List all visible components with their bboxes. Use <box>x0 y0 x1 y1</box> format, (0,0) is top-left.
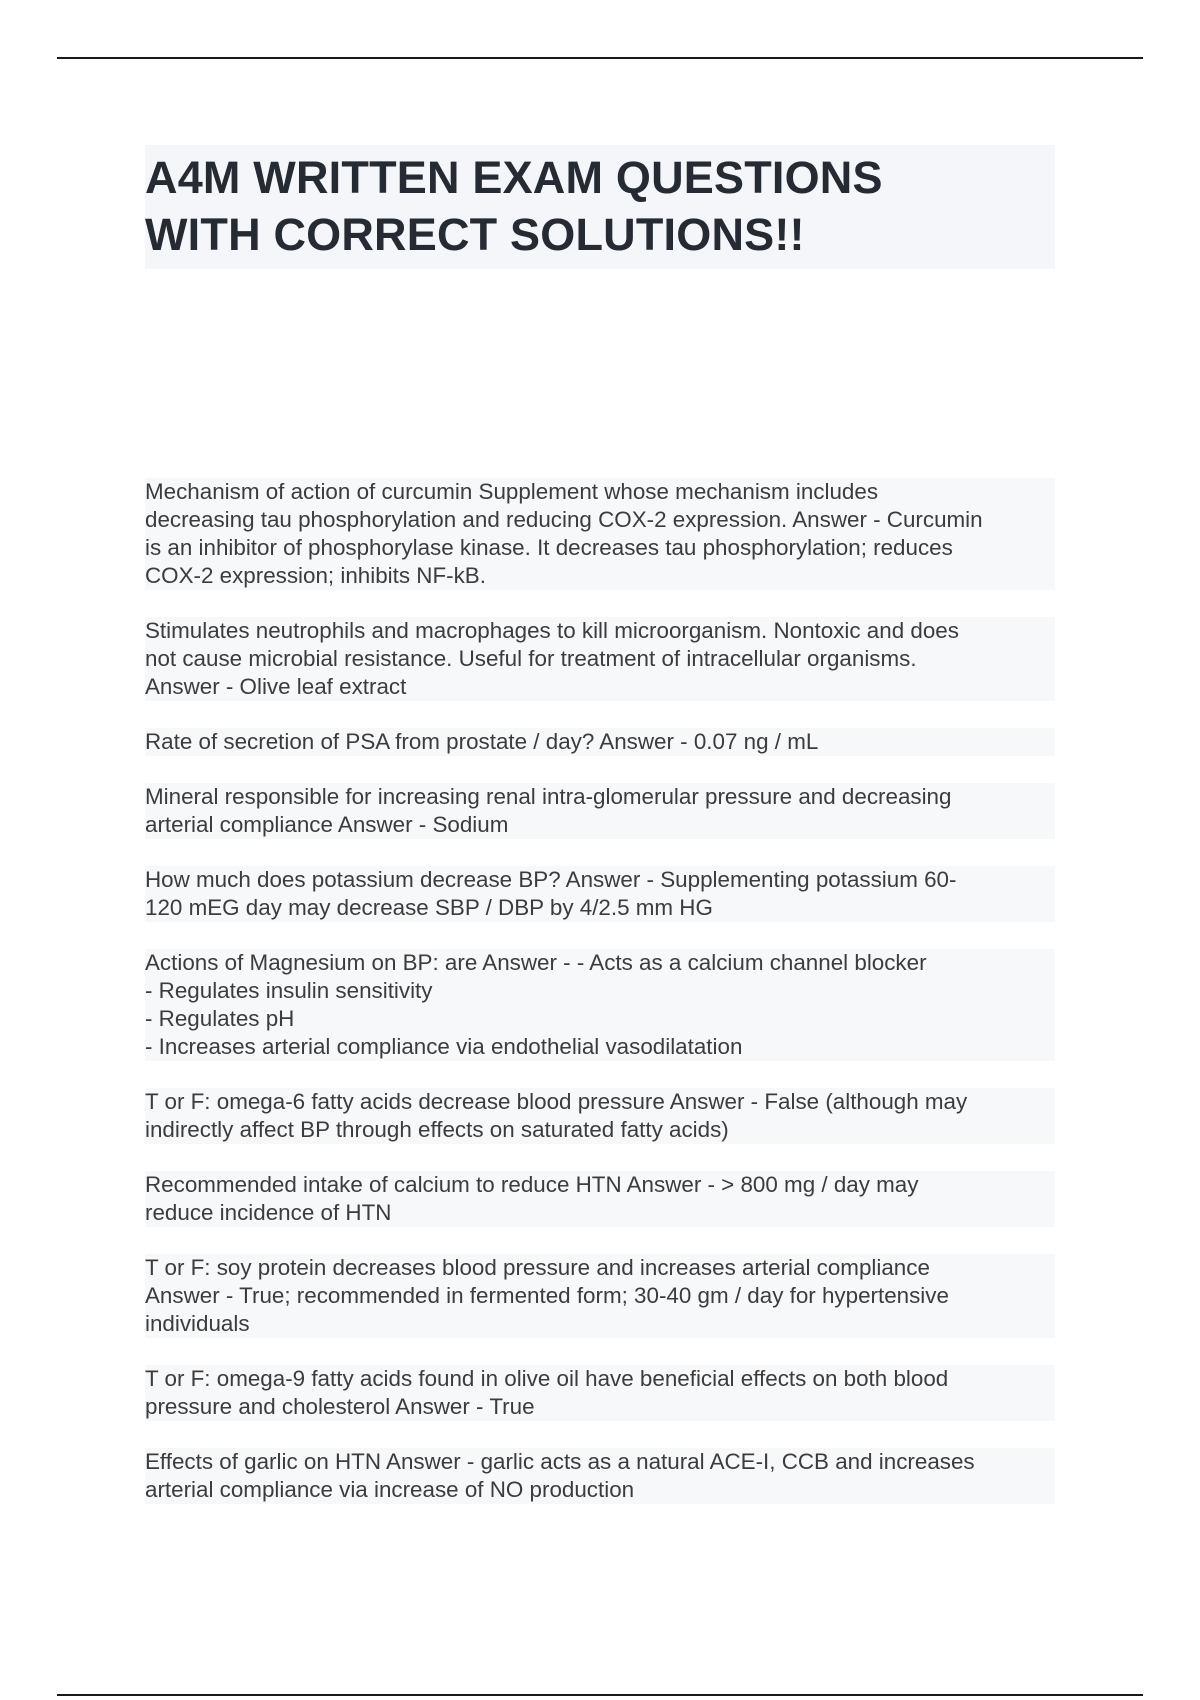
qa-line: Effects of garlic on HTN Answer - garlic acts as a natural ACE-I, CCB and increases <box>145 1449 975 1474</box>
qa-line: T or F: omega-6 fatty acids decrease blood pressure Answer - False (although may <box>145 1089 968 1114</box>
qa-item <box>145 1171 1055 1227</box>
qa-item <box>145 866 1055 922</box>
qa-item <box>145 1254 1055 1338</box>
qa-line: - Regulates pH <box>145 1006 295 1031</box>
qa-line: - Increases arterial compliance via endothelial vasodilatation <box>145 1034 743 1059</box>
qa-line: 120 mEG day may decrease SBP / DBP by 4/2.5 mm HG <box>145 895 713 920</box>
qa-line: not cause microbial resistance. Useful for treatment of intracellular organisms. <box>145 646 917 671</box>
qa-line: pressure and cholesterol Answer - True <box>145 1394 535 1419</box>
qa-line: How much does potassium decrease BP? Answer - Supplementing potassium 60- <box>145 867 957 892</box>
qa-line: Mineral responsible for increasing renal intra-glomerular pressure and decreasing <box>145 784 952 809</box>
qa-line: T or F: omega-9 fatty acids found in olive oil have beneficial effects on both blood <box>145 1366 949 1391</box>
qa-item <box>145 478 1055 590</box>
title-line: A4M WRITTEN EXAM QUESTIONS <box>145 152 883 203</box>
qa-line: decreasing tau phosphorylation and reducing COX-2 expression. Answer - Curcumin <box>145 507 983 532</box>
qa-line: indirectly affect BP through effects on saturated fatty acids) <box>145 1117 729 1142</box>
qa-line: Stimulates neutrophils and macrophages to kill microorganism. Nontoxic and does <box>145 618 959 643</box>
qa-line: - Regulates insulin sensitivity <box>145 978 433 1003</box>
bottom-rule <box>57 1694 1143 1696</box>
qa-line: COX-2 expression; inhibits NF-kB. <box>145 563 486 588</box>
title-block <box>145 145 1055 269</box>
title-line: WITH CORRECT SOLUTIONS!! <box>145 209 805 260</box>
qa-item <box>145 949 1055 1061</box>
qa-item <box>145 1088 1055 1144</box>
qa-line: arterial compliance Answer - Sodium <box>145 812 509 837</box>
qa-line: Rate of secretion of PSA from prostate / day? Answer - 0.07 ng / mL <box>145 729 819 754</box>
qa-line: Mechanism of action of curcumin Supplement whose mechanism includes <box>145 479 879 504</box>
qa-line: individuals <box>145 1311 250 1336</box>
qa-line: Recommended intake of calcium to reduce HTN Answer - > 800 mg / day may <box>145 1172 919 1197</box>
top-rule <box>57 57 1143 59</box>
qa-line: reduce incidence of HTN <box>145 1200 392 1225</box>
qa-line: Actions of Magnesium on BP: are Answer - - Acts as a calcium channel blocker <box>145 950 927 975</box>
qa-line: arterial compliance via increase of NO production <box>145 1477 635 1502</box>
qa-item <box>145 617 1055 701</box>
qa-item <box>145 728 1055 756</box>
qa-line: Answer - Olive leaf extract <box>145 674 407 699</box>
qa-list <box>145 478 1055 1531</box>
qa-item <box>145 1365 1055 1421</box>
qa-line: is an inhibitor of phosphorylase kinase. It decreases tau phosphorylation; reduces <box>145 535 953 560</box>
document-title <box>145 149 1055 263</box>
qa-line: Answer - True; recommended in fermented form; 30-40 gm / day for hypertensive <box>145 1283 949 1308</box>
qa-item <box>145 783 1055 839</box>
qa-item <box>145 1448 1055 1504</box>
qa-line: T or F: soy protein decreases blood pressure and increases arterial compliance <box>145 1255 930 1280</box>
